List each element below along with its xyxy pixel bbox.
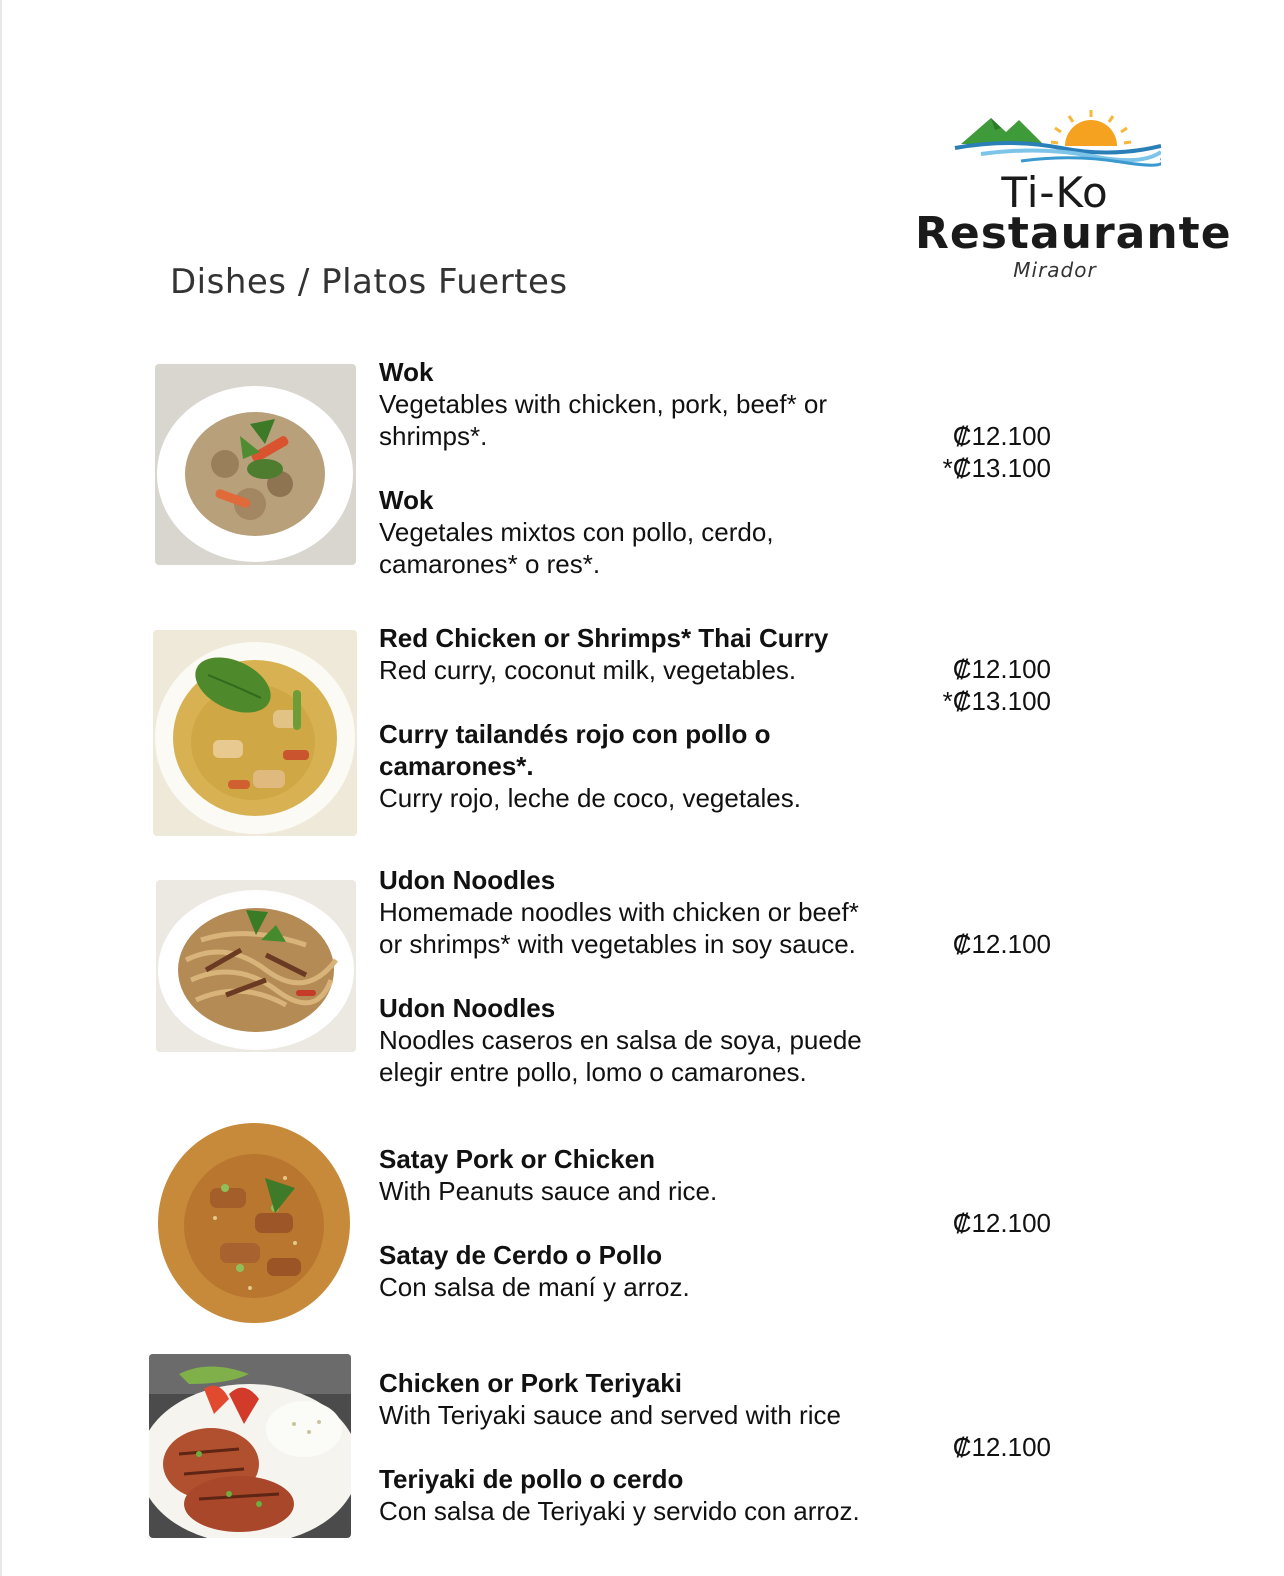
red-curry-description: [379, 622, 919, 814]
dish-name-es: Teriyaki de pollo o cerdo: [379, 1464, 684, 1494]
dish-name-en: Udon Noodles: [379, 865, 556, 895]
udon-noodles-photo: [156, 880, 356, 1052]
price-premium: *₡13.100: [942, 453, 1051, 483]
red-curry-photo: [153, 630, 357, 836]
restaurant-logo: [915, 108, 1232, 283]
dish-name-es: Wok: [379, 485, 434, 515]
wok-description: [379, 356, 919, 580]
dish-name-en: Chicken or Pork Teriyaki: [379, 1368, 682, 1398]
mountain-sun-logo-icon: [951, 108, 1161, 170]
dish-name-es: camarones*.: [379, 751, 534, 781]
dish-name-en: Wok: [379, 357, 434, 387]
wok-photo: [155, 364, 356, 565]
teriyaki-description: [379, 1367, 919, 1527]
udon-noodles-price: [851, 928, 1051, 960]
dish-desc-en: Vegetables with chicken, pork, beef* or: [379, 389, 828, 419]
dish-name-es: Satay de Cerdo o Pollo: [379, 1240, 663, 1270]
price-base: ₡12.100: [952, 1432, 1051, 1462]
dish-name-en: Satay Pork or Chicken: [379, 1144, 655, 1174]
dish-desc-es: Vegetales mixtos con pollo, cerdo,: [379, 517, 774, 547]
dish-desc-en: With Peanuts sauce and rice.: [379, 1176, 718, 1206]
teriyaki-price: [851, 1431, 1051, 1463]
satay-photo: [155, 1118, 353, 1328]
dish-desc-en: With Teriyaki sauce and served with rice: [379, 1400, 841, 1430]
price-base: ₡12.100: [952, 929, 1051, 959]
dish-desc-es: elegir entre pollo, lomo o camarones.: [379, 1057, 807, 1087]
satay-description: [379, 1143, 919, 1303]
dish-name-es: Udon Noodles: [379, 993, 556, 1023]
section-title: Dishes / Platos Fuertes: [170, 262, 568, 302]
dish-desc-es: camarones* o res*.: [379, 549, 601, 579]
price-base: ₡12.100: [952, 1208, 1051, 1238]
dish-desc-en: Homemade noodles with chicken or beef*: [379, 897, 859, 927]
page-edge: [0, 0, 2, 1576]
dish-desc-en: shrimps*.: [379, 421, 488, 451]
wok-price: [851, 420, 1051, 484]
teriyaki-photo: [149, 1354, 351, 1538]
dish-desc-es: Con salsa de Teriyaki y servido con arroz.: [379, 1496, 860, 1526]
dish-desc-es: Curry rojo, leche de coco, vegetales.: [379, 783, 801, 813]
dish-desc-en: Red curry, coconut milk, vegetables.: [379, 655, 797, 685]
logo-text-restaurante: Restaurante: [915, 208, 1232, 259]
logo-text-mirador: Mirador: [1013, 258, 1097, 282]
price-base: ₡12.100: [952, 421, 1051, 451]
dish-desc-es: Con salsa de maní y arroz.: [379, 1272, 690, 1302]
dish-desc-es: Noodles caseros en salsa de soya, puede: [379, 1025, 862, 1055]
udon-noodles-description: [379, 864, 919, 1088]
dish-desc-en: or shrimps* with vegetables in soy sauce.: [379, 929, 856, 959]
red-curry-price: [851, 653, 1051, 717]
satay-price: [851, 1207, 1051, 1239]
price-premium: *₡13.100: [942, 686, 1051, 716]
dish-name-es: Curry tailandés rojo con pollo o: [379, 719, 771, 749]
price-base: ₡12.100: [952, 654, 1051, 684]
logo-text-tiko: Ti-Ko: [1001, 168, 1109, 217]
dish-name-en: Red Chicken or Shrimps* Thai Curry: [379, 623, 829, 653]
